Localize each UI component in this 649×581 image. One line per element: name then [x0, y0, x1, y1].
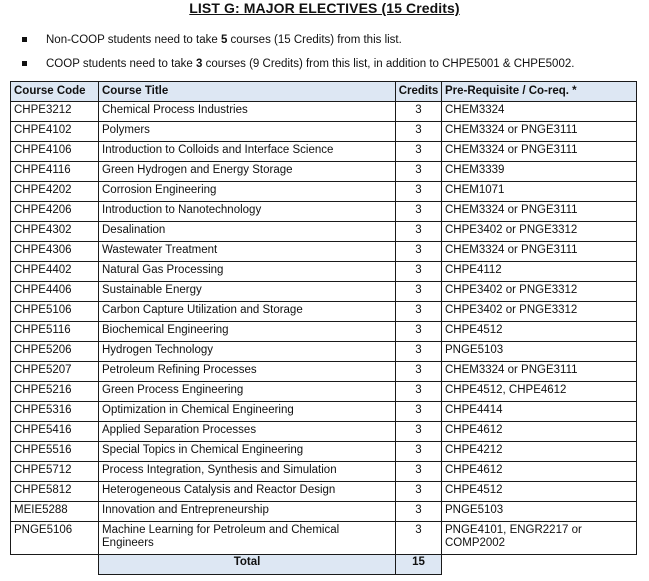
prerequisite-cell: PNGE4101, ENGR2217 or COMP2002	[442, 522, 637, 555]
credits-cell: 3	[396, 362, 442, 382]
credits-cell: 3	[396, 282, 442, 302]
course-title-cell: Machine Learning for Petroleum and Chemical Engineers	[99, 522, 396, 555]
note-text: courses (15 Credits) from this list.	[227, 34, 402, 46]
course-title-cell: Optimization in Chemical Engineering	[99, 402, 396, 422]
course-title-cell: Applied Separation Processes	[99, 422, 396, 442]
prerequisite-cell: CHEM3324 or PNGE3111	[442, 242, 637, 262]
course-title-cell: Hydrogen Technology	[99, 342, 396, 362]
credits-cell: 3	[396, 402, 442, 422]
course-code-cell: CHPE5106	[11, 302, 99, 322]
course-title-cell: Wastewater Treatment	[99, 242, 396, 262]
course-code-cell: CHPE4406	[11, 282, 99, 302]
total-row	[11, 555, 637, 575]
prerequisite-cell: CHEM3324 or PNGE3111	[442, 142, 637, 162]
table-row	[11, 362, 637, 382]
prerequisite-cell: CHEM1071	[442, 182, 637, 202]
prerequisite-cell: CHEM3324 or PNGE3111	[442, 122, 637, 142]
credits-cell: 3	[396, 202, 442, 222]
note-text: courses (9 Credits) from this list, in addition to CHPE5001 & CHPE5002.	[202, 58, 575, 70]
credits-cell: 3	[396, 122, 442, 142]
course-code-cell: CHPE5712	[11, 462, 99, 482]
note-course-count: 3	[196, 58, 203, 70]
prerequisite-cell: CHEM3324	[442, 102, 637, 122]
table-row	[11, 182, 637, 202]
prerequisite-cell: CHPE4212	[442, 442, 637, 462]
table-row	[11, 142, 637, 162]
credits-cell: 3	[396, 302, 442, 322]
total-label: Total	[99, 555, 396, 575]
table-row	[11, 222, 637, 242]
electives-table	[10, 81, 637, 575]
prerequisite-cell: CHPE3402 or PNGE3312	[442, 282, 637, 302]
bullet-icon	[22, 37, 27, 42]
prerequisite-cell: PNGE5103	[442, 342, 637, 362]
table-row	[11, 262, 637, 282]
header-course-code: Course Code	[11, 82, 99, 102]
course-title-cell: Introduction to Nanotechnology	[99, 202, 396, 222]
prerequisite-cell: CHEM3324 or PNGE3111	[442, 362, 637, 382]
course-code-cell: CHPE5812	[11, 482, 99, 502]
course-title-cell: Green Hydrogen and Energy Storage	[99, 162, 396, 182]
prerequisite-cell: CHPE4414	[442, 402, 637, 422]
course-code-cell: CHPE5207	[11, 362, 99, 382]
header-prerequisite: Pre-Requisite / Co-req. *	[442, 82, 637, 102]
course-code-cell: MEIE5288	[11, 502, 99, 522]
table-row	[11, 202, 637, 222]
course-code-cell: CHPE4402	[11, 262, 99, 282]
course-code-cell: CHPE5416	[11, 422, 99, 442]
table-row	[11, 422, 637, 442]
credits-cell: 3	[396, 482, 442, 502]
course-code-cell: CHPE4116	[11, 162, 99, 182]
table-row	[11, 342, 637, 362]
header-course-title: Course Title	[99, 82, 396, 102]
table-row	[11, 282, 637, 302]
header-credits: Credits	[396, 82, 442, 102]
credits-cell: 3	[396, 182, 442, 202]
course-title-cell: Heterogeneous Catalysis and Reactor Design	[99, 482, 396, 502]
credits-cell: 3	[396, 102, 442, 122]
course-title-cell: Natural Gas Processing	[99, 262, 396, 282]
table-row	[11, 122, 637, 142]
table-row	[11, 322, 637, 342]
credits-cell: 3	[396, 162, 442, 182]
course-title-cell: Special Topics in Chemical Engineering	[99, 442, 396, 462]
note-text: Non-COOP students need to take	[46, 34, 221, 46]
bullet-icon	[22, 61, 27, 66]
prerequisite-cell: CHPE4612	[442, 462, 637, 482]
credits-cell: 3	[396, 262, 442, 282]
page-title: LIST G: MAJOR ELECTIVES (15 Credits)	[189, 0, 460, 16]
prerequisite-cell: PNGE5103	[442, 502, 637, 522]
table-row	[11, 502, 637, 522]
table-header-row	[11, 82, 637, 102]
course-title-cell: Chemical Process Industries	[99, 102, 396, 122]
course-title-cell: Green Process Engineering	[99, 382, 396, 402]
credits-cell: 3	[396, 342, 442, 362]
table-row	[11, 402, 637, 422]
course-code-cell: CHPE5216	[11, 382, 99, 402]
course-code-cell: CHPE5206	[11, 342, 99, 362]
prerequisite-cell: CHPE4512, CHPE4612	[442, 382, 637, 402]
credits-cell: 3	[396, 422, 442, 442]
table-row	[11, 102, 637, 122]
table-row	[11, 482, 637, 502]
prerequisite-cell: CHPE4512	[442, 322, 637, 342]
course-code-cell: PNGE5106	[11, 522, 99, 555]
prerequisite-cell: CHPE4512	[442, 482, 637, 502]
credits-cell: 3	[396, 322, 442, 342]
prerequisite-cell: CHEM3339	[442, 162, 637, 182]
prerequisite-cell: CHPE4612	[442, 422, 637, 442]
course-code-cell: CHPE3212	[11, 102, 99, 122]
table-row	[11, 302, 637, 322]
course-title-cell: Biochemical Engineering	[99, 322, 396, 342]
credits-cell: 3	[396, 222, 442, 242]
course-code-cell: CHPE5516	[11, 442, 99, 462]
table-row	[11, 382, 637, 402]
table-row	[11, 462, 637, 482]
course-title-cell: Introduction to Colloids and Interface Science	[99, 142, 396, 162]
credits-cell: 3	[396, 382, 442, 402]
course-code-cell: CHPE4102	[11, 122, 99, 142]
prerequisite-cell: CHPE3402 or PNGE3312	[442, 222, 637, 242]
course-title-cell: Petroleum Refining Processes	[99, 362, 396, 382]
course-title-cell: Process Integration, Synthesis and Simulation	[99, 462, 396, 482]
course-code-cell: CHPE5116	[11, 322, 99, 342]
prerequisite-cell: CHPE4112	[442, 262, 637, 282]
table-row	[11, 522, 637, 555]
credits-cell: 3	[396, 522, 442, 555]
prerequisite-cell: CHPE3402 or PNGE3312	[442, 302, 637, 322]
course-title-cell: Polymers	[99, 122, 396, 142]
course-code-cell: CHPE4106	[11, 142, 99, 162]
course-code-cell: CHPE5316	[11, 402, 99, 422]
course-title-cell: Innovation and Entrepreneurship	[99, 502, 396, 522]
course-code-cell: CHPE4206	[11, 202, 99, 222]
table-row	[11, 242, 637, 262]
credits-cell: 3	[396, 462, 442, 482]
total-credits: 15	[396, 555, 442, 575]
course-title-cell: Carbon Capture Utilization and Storage	[99, 302, 396, 322]
note-course-count: 5	[220, 34, 228, 46]
course-title-cell: Sustainable Energy	[99, 282, 396, 302]
course-code-cell: CHPE4306	[11, 242, 99, 262]
course-code-cell: CHPE4202	[11, 182, 99, 202]
credits-cell: 3	[396, 242, 442, 262]
table-row	[11, 162, 637, 182]
table-row	[11, 442, 637, 462]
prerequisite-cell: CHEM3324 or PNGE3111	[442, 202, 637, 222]
credits-cell: 3	[396, 142, 442, 162]
credits-cell: 3	[396, 442, 442, 462]
course-title-cell: Corrosion Engineering	[99, 182, 396, 202]
course-title-cell: Desalination	[99, 222, 396, 242]
course-code-cell: CHPE4302	[11, 222, 99, 242]
credits-cell: 3	[396, 502, 442, 522]
note-text: COOP students need to take	[46, 58, 197, 70]
